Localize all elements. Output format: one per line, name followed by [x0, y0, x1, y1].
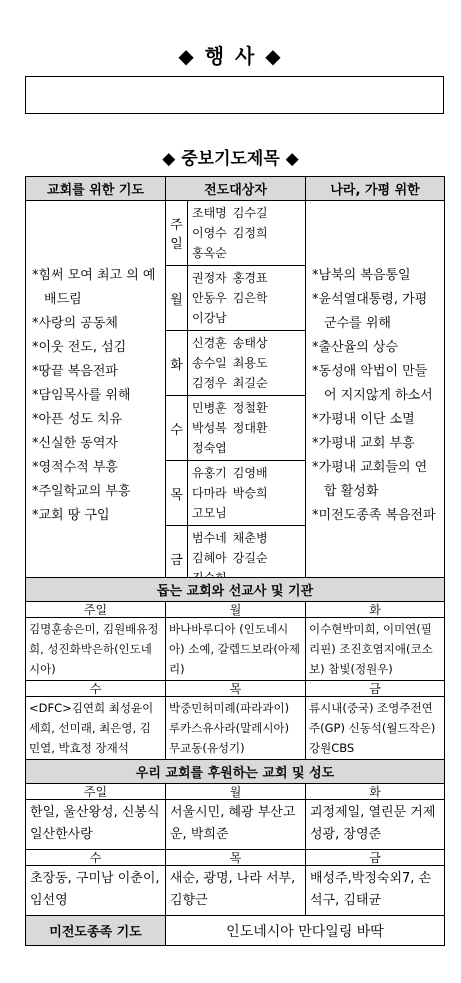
supporters-cell: 새순, 광명, 나라 서부, 김향근 — [166, 866, 306, 916]
list-item: *미전도종족 복음전파 — [312, 507, 436, 523]
events-title: ◆ 행 사 ◆ — [178, 44, 283, 68]
person-name: 이영수 — [192, 226, 227, 240]
person-name: 송수일 — [192, 356, 227, 370]
list-item: *출산율의 상승 — [312, 339, 398, 355]
day-header: 목 — [166, 681, 306, 697]
person-name: 박성복 — [192, 421, 227, 435]
day-label: 월 — [166, 266, 188, 331]
person-name: 최길순 — [232, 376, 268, 390]
missions-cell: 류시내(중국) 조영주전연주(GP) 신동석(월드작은) 강원CBS — [306, 697, 445, 760]
unreached-label: 미전도종족 기도 — [26, 916, 166, 946]
day-label: 화 — [166, 331, 188, 396]
missions-cell: 이수현박미희, 이미연(필리핀) 조진호염지애(코소보) 참빛(정원우) — [306, 618, 445, 681]
list-item: *사랑의 공동체 — [32, 315, 118, 331]
prayer-table — [25, 176, 445, 591]
missions-cell: 바나바루디아 (인도네시아) 소예, 갈렙드보라(아제리) — [166, 618, 306, 681]
person-name: 정숙엽 — [192, 441, 227, 455]
person-name: 조태명 — [192, 206, 227, 220]
person-name: 김정우 — [192, 376, 227, 390]
day-header: 금 — [306, 681, 445, 697]
person-name: 민병훈 — [192, 401, 227, 415]
day-header: 주일 — [26, 784, 166, 800]
day-label: 금 — [166, 526, 188, 591]
list-item: *남북의 복음통일 — [312, 267, 411, 283]
names-cell — [188, 201, 306, 266]
person-name: 고모님 — [192, 506, 227, 520]
list-item: *영적수적 부흥 — [32, 459, 118, 475]
unreached-value: 인도네시아 만다일링 바딱 — [166, 916, 445, 946]
day-header: 금 — [306, 850, 445, 866]
day-header: 화 — [306, 602, 445, 618]
nation-prayer-list — [306, 201, 445, 591]
supporters-cell: 초장동, 구미남 이춘이, 임선영 — [26, 866, 166, 916]
prayer-title: ◆ 중보기도제목 ◆ — [162, 149, 299, 169]
list-item: *땅끝 복음전파 — [32, 363, 118, 379]
day-label: 주일 — [166, 201, 188, 266]
person-name: 신경훈 — [192, 336, 227, 350]
person-name: 김정희 — [232, 226, 268, 240]
person-name: 정철환 — [232, 401, 268, 415]
names-cell — [188, 266, 306, 331]
names-cell — [188, 331, 306, 396]
supporters-title: 우리 교회를 후원하는 교회 및 성도 — [26, 760, 445, 784]
list-item: *이웃 전도, 섬김 — [32, 339, 127, 355]
person-name: 다마라 — [192, 486, 227, 500]
missions-title: 돕는 교회와 선교사 및 기관 — [26, 578, 445, 602]
person-name: 김은학 — [232, 291, 268, 305]
person-name: 채춘병 — [232, 531, 268, 545]
person-name: 범수네 — [192, 531, 227, 545]
person-name: 안동우 — [192, 291, 227, 305]
person-name: 김혜아 — [192, 551, 227, 565]
missions-cell: 박중민허미례(파라과이) 루카스유사라(말레시아) 무교동(유성기) — [166, 697, 306, 760]
missions-cell: <DFC>김연희 최성윤이세희, 선미래, 최은영, 김민열, 박효정 장재석 — [26, 697, 166, 760]
header-church: 교회를 위한 기도 — [26, 177, 166, 201]
person-name: 최용도 — [232, 356, 268, 370]
day-header: 수 — [26, 681, 166, 697]
day-label: 수 — [166, 396, 188, 461]
day-header: 화 — [306, 784, 445, 800]
list-item: *가평내 교회들의 연합 활성화 — [312, 459, 428, 499]
events-box — [25, 76, 444, 114]
list-item: *힘써 모여 최고 의 예배드림 — [32, 267, 156, 307]
supporters-cell: 한일, 울산왕성, 신봉식 일산한사랑 — [26, 800, 166, 850]
names-cell — [188, 461, 306, 526]
list-item: *주일학교의 부흥 — [32, 483, 131, 499]
supporters-cell: 서울시민, 혜광 부산고운, 박희준 — [166, 800, 306, 850]
day-label: 목 — [166, 461, 188, 526]
person-name: 홍경표 — [232, 271, 268, 285]
list-item: *가평내 이단 소멸 — [312, 411, 415, 427]
person-name: 송태상 — [232, 336, 268, 350]
list-item: *가평내 교회 부흥 — [312, 435, 415, 451]
person-name: 유홍기 — [192, 466, 227, 480]
person-name: 권정자 — [192, 271, 227, 285]
person-name: 김수길 — [232, 206, 268, 220]
list-item: *동성애 악법이 만들어 지지않게 하소서 — [312, 363, 433, 403]
supporters-cell: 괴정제일, 열린문 거제성광, 장영준 — [306, 800, 445, 850]
support-table — [25, 577, 445, 946]
header-nation: 나라, 가평 위한 — [306, 177, 445, 201]
day-header: 수 — [26, 850, 166, 866]
person-name: 이강남 — [192, 311, 227, 325]
header-evangelism: 전도대상자 — [166, 177, 306, 201]
day-header: 월 — [166, 784, 306, 800]
supporters-cell: 배성주,박정숙외7, 손석구, 김태균 — [306, 866, 445, 916]
day-header: 월 — [166, 602, 306, 618]
day-header: 주일 — [26, 602, 166, 618]
list-item: *교회 땅 구입 — [32, 507, 110, 523]
list-item: *담임목사를 위해 — [32, 387, 131, 403]
list-item: *아픈 성도 치유 — [32, 411, 123, 427]
list-item: *신실한 동역자 — [32, 435, 118, 451]
names-cell — [188, 396, 306, 461]
missions-cell: 김명훈송은미, 김원배유정희, 성진화박은하(인도네시아) — [26, 618, 166, 681]
person-name: 홍옥순 — [192, 246, 227, 260]
person-name: 정대환 — [232, 421, 268, 435]
list-item: *윤석열대통령, 가평군수를 위해 — [312, 291, 428, 331]
person-name: 강길순 — [232, 551, 268, 565]
person-name: 김영배 — [232, 466, 268, 480]
day-header: 목 — [166, 850, 306, 866]
person-name: 박승희 — [232, 486, 268, 500]
church-prayer-list — [26, 201, 166, 591]
